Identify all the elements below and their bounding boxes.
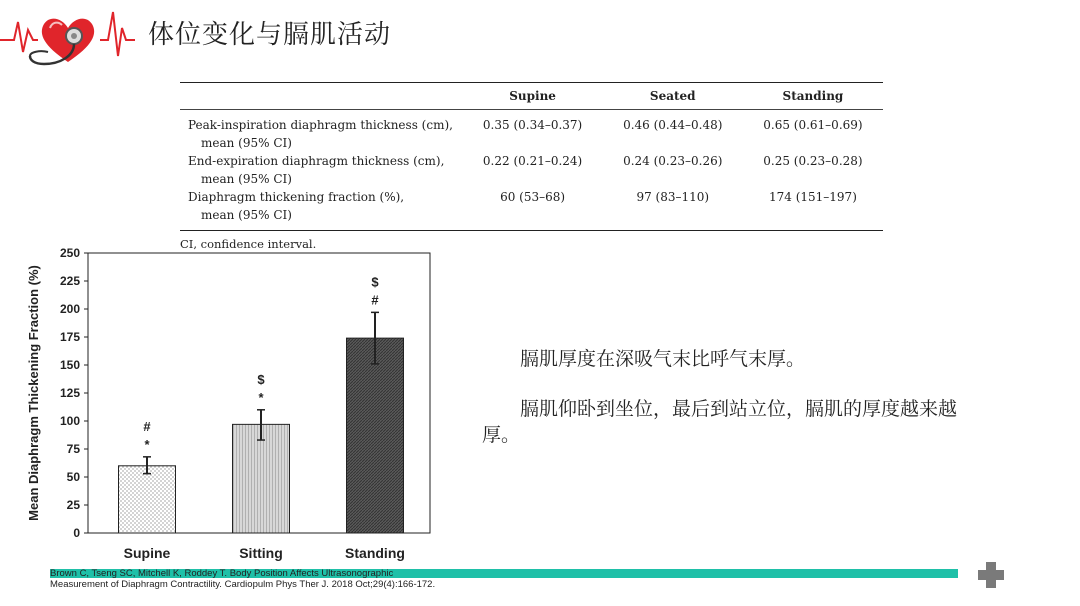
y-tick-label: 25 — [66, 498, 80, 512]
row-label: Diaphragm thickening fraction (%), — [188, 190, 405, 204]
cell-seated: 0.24 (0.23–0.26) — [623, 154, 723, 168]
cell-standing: 174 (151–197) — [768, 190, 857, 204]
row-label: End-expiration diaphragm thickness (cm), — [188, 154, 445, 168]
y-tick-label: 200 — [59, 302, 80, 316]
cell-supine: 0.22 (0.21–0.24) — [482, 154, 583, 168]
cell-supine: 60 (53–68) — [500, 190, 566, 204]
description-text — [482, 346, 992, 472]
y-tick-label: 150 — [59, 358, 80, 372]
heart-stethoscope-logo-icon — [0, 0, 135, 75]
table-row — [180, 188, 883, 224]
description-line-1: 膈肌厚度在深吸气末比呼气末厚。 — [520, 348, 806, 370]
significance-marker: # — [371, 292, 379, 308]
data-table — [180, 82, 883, 251]
table-header-supine: Supine — [509, 89, 556, 103]
table-row — [180, 152, 883, 188]
x-category-label: Sitting — [239, 545, 283, 561]
row-label-sub: mean (95% CI) — [201, 208, 292, 222]
y-tick-label: 0 — [73, 526, 80, 540]
x-category-label: Standing — [345, 545, 405, 561]
y-tick-label: 75 — [66, 442, 80, 456]
citation — [50, 568, 435, 590]
table-header-row — [180, 83, 883, 109]
cell-standing: 0.25 (0.23–0.28) — [763, 154, 863, 168]
row-label: Peak-inspiration diaphragm thickness (cm), — [188, 118, 453, 132]
y-tick-label: 175 — [59, 330, 80, 344]
citation-line-2: Measurement of Diaphragm Contractility. Cardiopulm Phys Ther J. 2018 Oct;29(4):166-172. — [50, 579, 436, 590]
y-tick-label: 225 — [59, 274, 80, 288]
table-header-standing: Standing — [782, 89, 844, 103]
significance-marker: # — [143, 418, 151, 434]
table-bottom-rule — [180, 230, 883, 231]
y-tick-label: 250 — [59, 246, 80, 260]
cell-seated: 97 (83–110) — [636, 190, 710, 204]
plus-icon — [978, 562, 1004, 588]
x-category-label: Supine — [123, 545, 171, 561]
thickening-fraction-bar-chart — [20, 240, 440, 565]
bar-standing — [347, 338, 404, 533]
chart-y-axis-label: Mean Diaphragm Thickening Fraction (%) — [26, 265, 41, 521]
row-label-sub: mean (95% CI) — [201, 136, 292, 150]
row-label-sub: mean (95% CI) — [201, 172, 292, 186]
cell-seated: 0.46 (0.44–0.48) — [623, 118, 723, 132]
significance-marker: * — [144, 436, 150, 452]
citation-line-1: Brown C, Tseng SC, Mitchell K, Roddey T. Body Position Affects Ultrasonographic — [50, 568, 394, 579]
y-tick-label: 50 — [66, 470, 80, 484]
cell-standing: 0.65 (0.61–0.69) — [763, 118, 863, 132]
y-tick-label: 100 — [59, 414, 80, 428]
significance-marker: * — [258, 389, 264, 405]
y-tick-label: 125 — [59, 386, 80, 400]
bar-supine — [119, 466, 176, 533]
cell-supine: 0.35 (0.34–0.37) — [482, 118, 583, 132]
table-note: CI, confidence interval. — [180, 237, 317, 251]
significance-marker: $ — [371, 274, 379, 290]
significance-marker: $ — [257, 371, 265, 387]
table-row — [180, 116, 883, 152]
table-header-seated: Seated — [649, 89, 696, 103]
description-line-2: 膈肌仰卧到坐位，最后到站立位，膈肌的厚度越来越厚。 — [482, 398, 958, 446]
page-title: 体位变化与膈肌活动 — [148, 20, 392, 50]
